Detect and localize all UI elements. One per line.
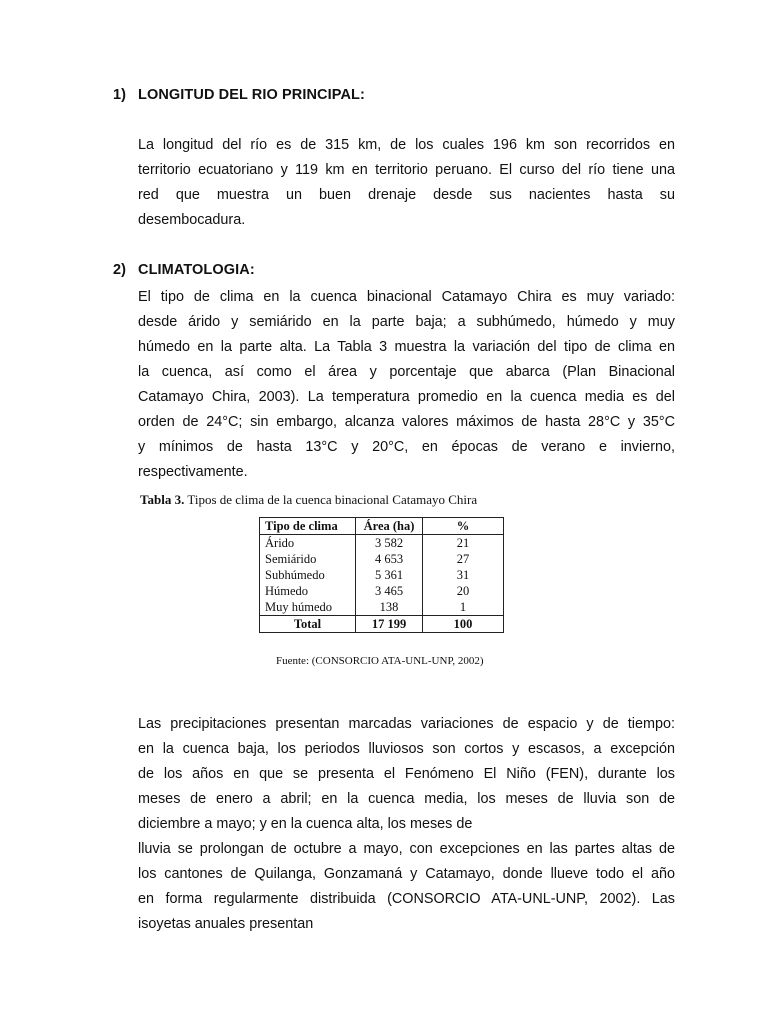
table-cell: 5 361 <box>356 567 423 583</box>
paragraph-line: El tipo de clima en la cuenca binacional Catamayo Chira es muy variado: <box>138 289 675 305</box>
table-caption-label: Tabla 3. <box>140 492 185 507</box>
paragraph-line: húmedo en la parte alta. La Tabla 3 muestra la variación del tipo de clima en <box>138 339 675 355</box>
section-2-heading <box>113 262 255 278</box>
table-row <box>260 551 504 567</box>
table-cell: Subhúmedo <box>260 567 356 583</box>
paragraph-line: en forma regularmente distribuida (CONSORCIO ATA-UNL-UNP, 2002). Las <box>138 891 675 907</box>
table-cell: 3 582 <box>356 535 423 552</box>
table-cell: 4 653 <box>356 551 423 567</box>
precipitation-paragraph <box>138 712 675 937</box>
table-cell: 27 <box>423 551 504 567</box>
paragraph-line: orden de 24°C; sin embargo, alcanza valores máximos de hasta 28°C y 35°C <box>138 414 675 430</box>
paragraph-line: respectivamente. <box>138 464 248 480</box>
paragraph-line: y mínimos de hasta 13°C y 20°C, en épocas de verano e invierno, <box>138 439 675 455</box>
table-caption <box>140 492 477 508</box>
paragraph-line: los cantones de Quilanga, Gonzamaná y Catamayo, donde llueve todo el año <box>138 866 675 882</box>
paragraph-line: de los años en que se presenta el Fenómeno El Niño (FEN), durante los <box>138 766 675 782</box>
paragraph-line: lluvia se prolongan de octubre a mayo, con excepciones en las partes altas de <box>138 841 675 857</box>
paragraph-line: en la cuenca baja, los periodos lluviosos son cortos y escasos, a excepción <box>138 741 675 757</box>
table-header-cell: % <box>423 518 504 535</box>
paragraph-line: territorio ecuatoriano y 119 km en territorio peruano. El curso del río tiene una <box>138 162 675 178</box>
paragraph-line: red que muestra un buen drenaje desde sus nacientes hasta su <box>138 187 675 203</box>
table-total-cell: 100 <box>423 616 504 633</box>
table-row <box>260 535 504 552</box>
table-cell: 3 465 <box>356 583 423 599</box>
table-total-row <box>260 616 504 633</box>
paragraph-line: desde árido y semiárido en la parte baja; a subhúmedo, húmedo y muy <box>138 314 675 330</box>
section-1-paragraph <box>138 133 675 233</box>
table-cell: Húmedo <box>260 583 356 599</box>
table-header-row <box>260 518 504 535</box>
table-row <box>260 567 504 583</box>
table-cell: 20 <box>423 583 504 599</box>
paragraph-line: isoyetas anuales presentan <box>138 916 314 932</box>
table-header-cell: Área (ha) <box>356 518 423 535</box>
paragraph-line: la cuenca, así como el área y porcentaje que abarca (Plan Binacional <box>138 364 675 380</box>
section-2-number: 2) <box>113 262 127 278</box>
paragraph-line: Las precipitaciones presentan marcadas variaciones de espacio y de tiempo: <box>138 716 675 732</box>
paragraph-line: desembocadura. <box>138 212 246 228</box>
table-cell: 31 <box>423 567 504 583</box>
climate-table <box>259 517 504 633</box>
table-total-cell: Total <box>260 616 356 633</box>
section-1-title: LONGITUD DEL RIO PRINCIPAL: <box>138 87 365 103</box>
section-2-title: CLIMATOLOGIA: <box>138 262 255 278</box>
paragraph-line: Catamayo Chira, 2003). La temperatura promedio en la cuenca media es del <box>138 389 675 405</box>
paragraph-line: meses de enero a abril; en la cuenca media, los meses de lluvia son de <box>138 791 675 807</box>
table-cell: 21 <box>423 535 504 552</box>
section-2-paragraph <box>138 285 675 485</box>
paragraph-line: diciembre a mayo; y en la cuenca alta, los meses de <box>138 816 473 832</box>
table-row <box>260 599 504 616</box>
paragraph-line: La longitud del río es de 315 km, de los cuales 196 km son recorridos en <box>138 137 675 153</box>
table-cell: 138 <box>356 599 423 616</box>
table-cell: 1 <box>423 599 504 616</box>
table-total-cell: 17 199 <box>356 616 423 633</box>
table-cell: Muy húmedo <box>260 599 356 616</box>
table-header-cell: Tipo de clima <box>260 518 356 535</box>
table-cell: Semiárido <box>260 551 356 567</box>
table-source: Fuente: (CONSORCIO ATA-UNL-UNP, 2002) <box>276 655 484 667</box>
section-1-heading <box>113 87 365 103</box>
section-1-number: 1) <box>113 87 127 103</box>
table-row <box>260 583 504 599</box>
table-cell: Árido <box>260 535 356 552</box>
table-caption-text: Tipos de clima de la cuenca binacional Catamayo Chira <box>184 492 478 507</box>
